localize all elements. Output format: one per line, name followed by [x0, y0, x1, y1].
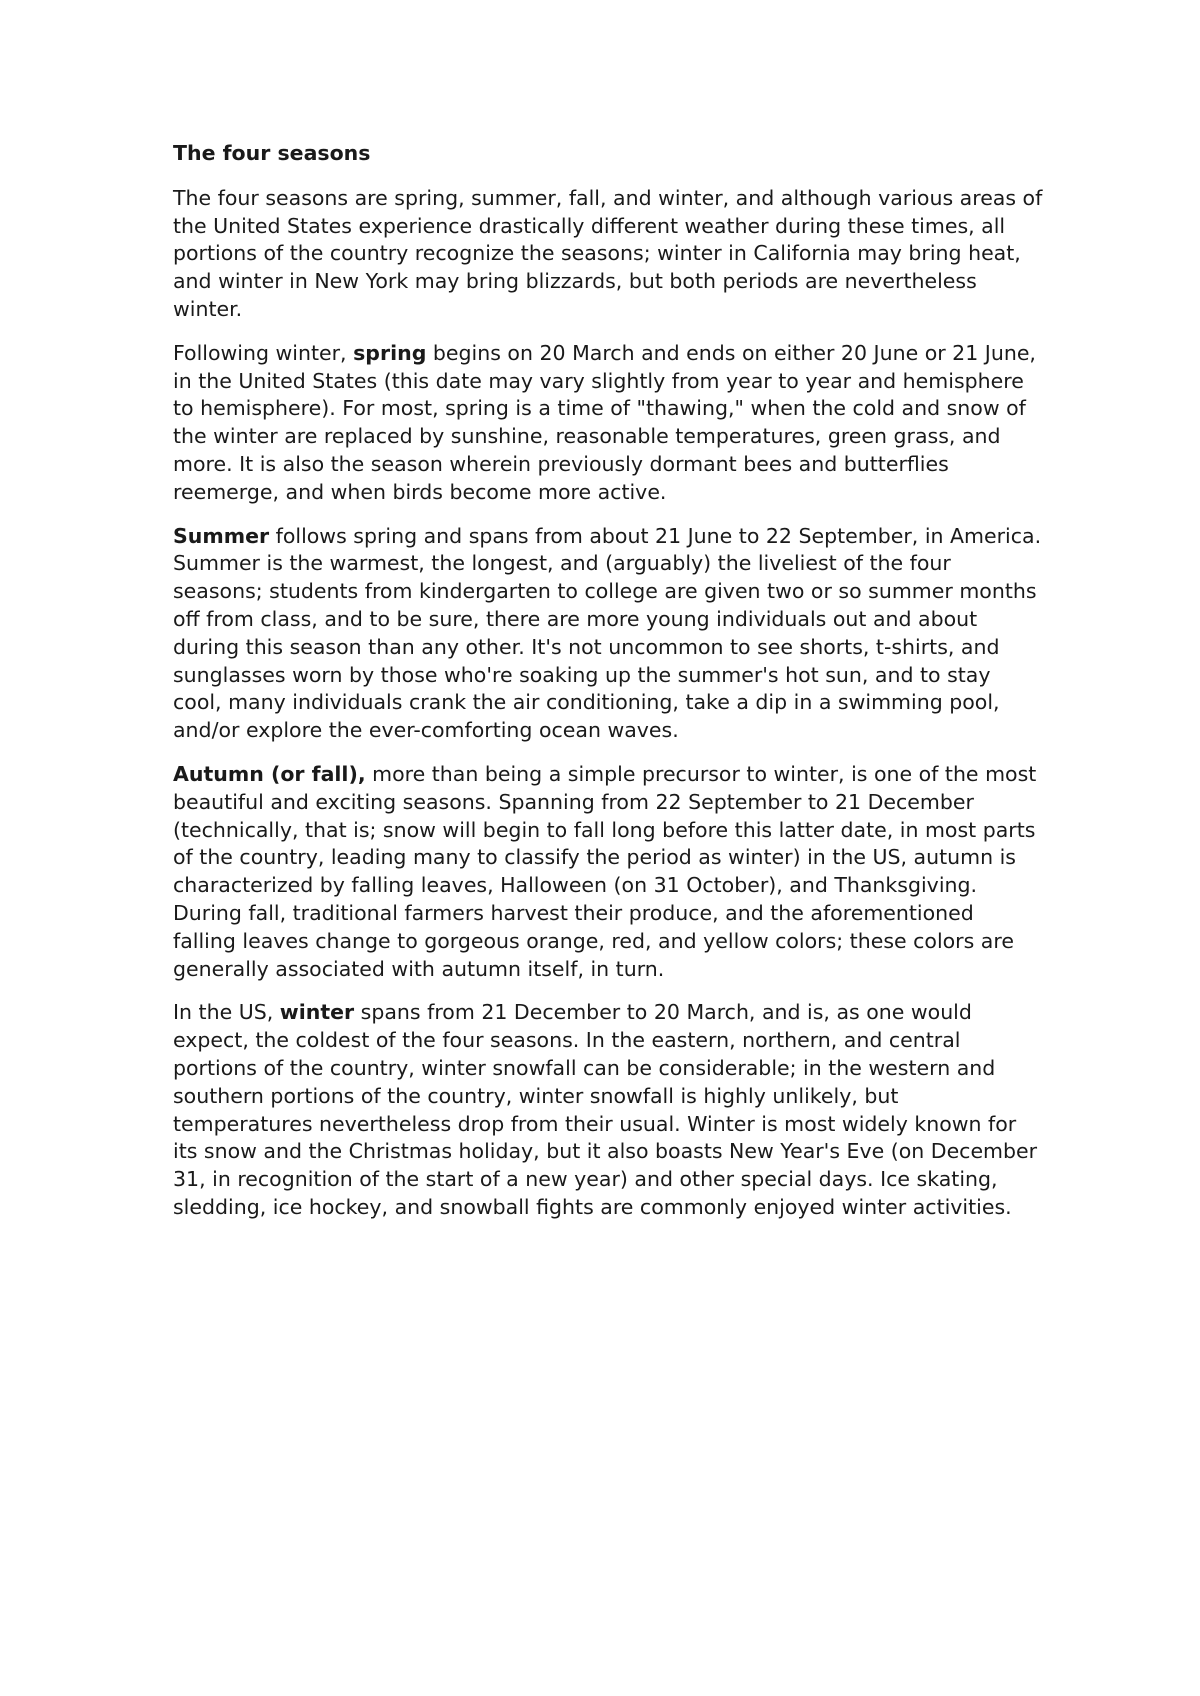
- winter-body-text: spans from 21 December to 20 March, and is, as one would expect, the coldest of the four seasons. In the eastern, northern, and central portions of the country, winter snowfall can be considerable; in the western and southern portions of the country, winter snowfall is highly unlikely, but temperatures nevertheless drop from their usual. Winter is most widely known for its snow and the Christmas holiday, but it also boasts New Year's Eve (on December 31, in recognition of the start of a new year) and other special days. Ice skating, sledding, ice hockey, and snowball fights are commonly enjoyed winter activities.: [173, 1000, 1038, 1219]
- spring-lead-text: Following winter,: [173, 340, 354, 365]
- winter-term: winter: [279, 1000, 355, 1025]
- summer-body-text: follows spring and spans from about 21 June to 22 September, in America. Summer is the warmest, the longest, and (arguably) the liveliest of the four seasons; students from kindergarten to college are given two or so summer months off from class, and to be sure, there are more young individuals out and about during this season than any other. It's not uncommon to see shorts, t-shirts, and sunglasses worn by those who're soaking up the summer's hot sun, and to stay cool, many individuals crank the air conditioning, take a dip in a swimming pool, and/or explore the ever-comforting ocean waves.: [173, 523, 1042, 743]
- document-body: [173, 140, 1043, 1238]
- summer-paragraph: [173, 523, 1043, 745]
- summer-term: Summer: [173, 523, 270, 548]
- document-title: The four seasons: [173, 141, 371, 165]
- winter-lead-text: In the US,: [173, 1000, 280, 1025]
- spring-paragraph: [173, 340, 1043, 507]
- intro-paragraph: The four seasons are spring, summer, fall, and winter, and although various areas of the United States experience drastically different weather during these times, all portions of the country recognize the seasons; winter in California may bring heat, and winter in New York may bring blizzards, but both periods are nevertheless winter.: [173, 185, 1043, 321]
- winter-paragraph: [173, 999, 1043, 1221]
- autumn-body-text: more than being a simple precursor to winter, is one of the most beautiful and exciting seasons. Spanning from 22 September to 21 December (technically, that is; snow will begin to fall long before this latter date, in most parts of the country, leading many to classify the period as winter) in the US, autumn is characterized by falling leaves, Halloween (on 31 October), and Thanksgiving. During fall, traditional farmers harvest their produce, and the aforementioned falling leaves change to gorgeous orange, red, and yellow colors; these colors are generally associated with autumn itself, in turn.: [173, 761, 1037, 981]
- autumn-term: Autumn (or fall),: [173, 761, 366, 786]
- spring-body-text: begins on 20 March and ends on either 20 June or 21 June, in the United States (this date may vary slightly from year to year and hemisphere to hemisphere). For most, spring is a time of "thawing," when the cold and snow of the winter are replaced by sunshine, reasonable temperatures, green grass, and more. It is also the season wherein previously dormant bees and butterflies reemerge, and when birds become more active.: [173, 340, 1036, 504]
- spring-term: spring: [353, 340, 427, 365]
- autumn-paragraph: [173, 761, 1043, 983]
